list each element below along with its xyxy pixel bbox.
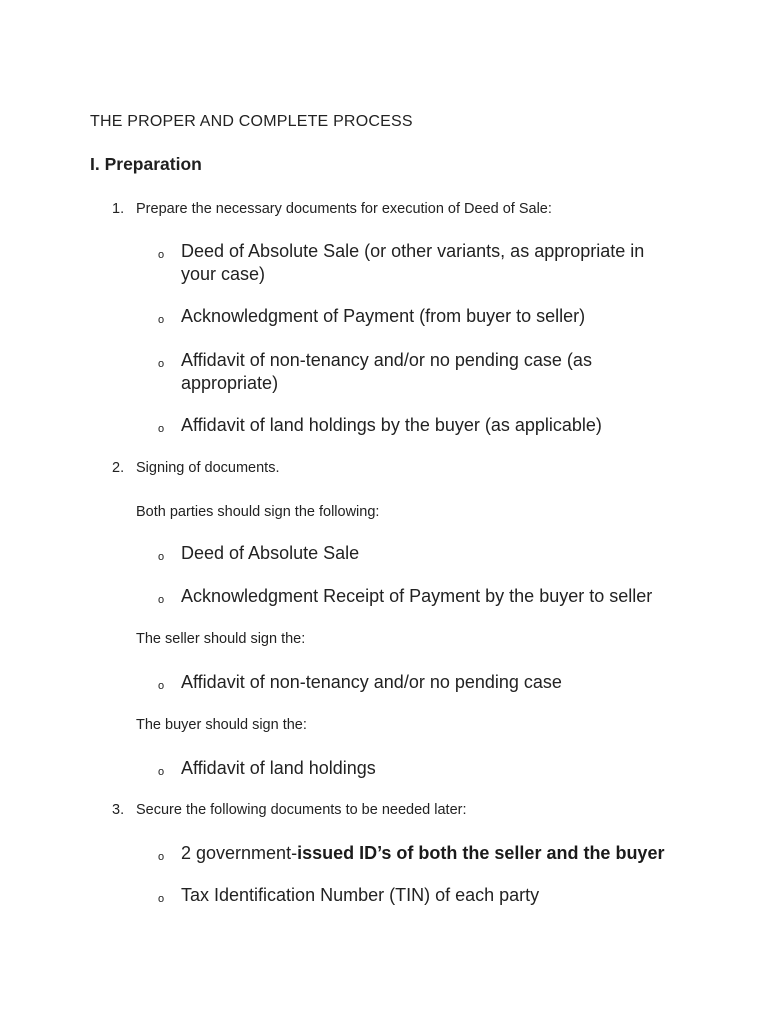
item-number: 2. [112, 460, 125, 476]
list-item: Affidavit of non-tenancy and/or no pending case (as appropriate) [181, 350, 592, 393]
list-item-bold: issued ID’s of both the seller and the buyer [297, 843, 665, 863]
list-item: Affidavit of land holdings [181, 758, 376, 778]
item-number: 3. [112, 802, 125, 818]
bullet-marker: o [158, 766, 165, 778]
bullet-marker: o [158, 314, 165, 326]
list-item: Deed of Absolute Sale (or other variants, as appropriate in your case) [181, 241, 645, 284]
item-text: Prepare the necessary documents for execution of Deed of Sale: [136, 201, 552, 217]
list-item: Tax Identification Number (TIN) of each party [181, 885, 540, 905]
group-heading: The buyer should sign the: [136, 717, 307, 733]
bullet-marker: o [158, 249, 165, 261]
item-text: Secure the following documents to be needed later: [136, 802, 467, 818]
list-item-plain: 2 government- [181, 843, 298, 863]
item-number: 1. [112, 201, 125, 217]
bullet-marker: o [158, 423, 165, 435]
list-item: Acknowledgment Receipt of Payment by the buyer to seller [181, 586, 653, 606]
document-title: THE PROPER AND COMPLETE PROCESS [90, 113, 413, 130]
bullet-marker: o [158, 680, 165, 692]
list-item: Acknowledgment of Payment (from buyer to seller) [181, 306, 586, 326]
bullet-marker: o [158, 358, 165, 370]
list-item: Affidavit of non-tenancy and/or no pending case [181, 672, 562, 692]
section-heading: I. Preparation [90, 154, 202, 174]
item-text: Signing of documents. [136, 460, 280, 476]
list-item [181, 842, 741, 865]
bullet-marker: o [158, 551, 165, 563]
bullet-marker: o [158, 851, 165, 863]
bullet-marker: o [158, 594, 165, 606]
list-item: Deed of Absolute Sale [181, 543, 360, 563]
group-heading: Both parties should sign the following: [136, 504, 380, 520]
list-item: Affidavit of land holdings by the buyer (as applicable) [181, 415, 602, 435]
bullet-marker: o [158, 893, 165, 905]
group-heading: The seller should sign the: [136, 631, 306, 647]
